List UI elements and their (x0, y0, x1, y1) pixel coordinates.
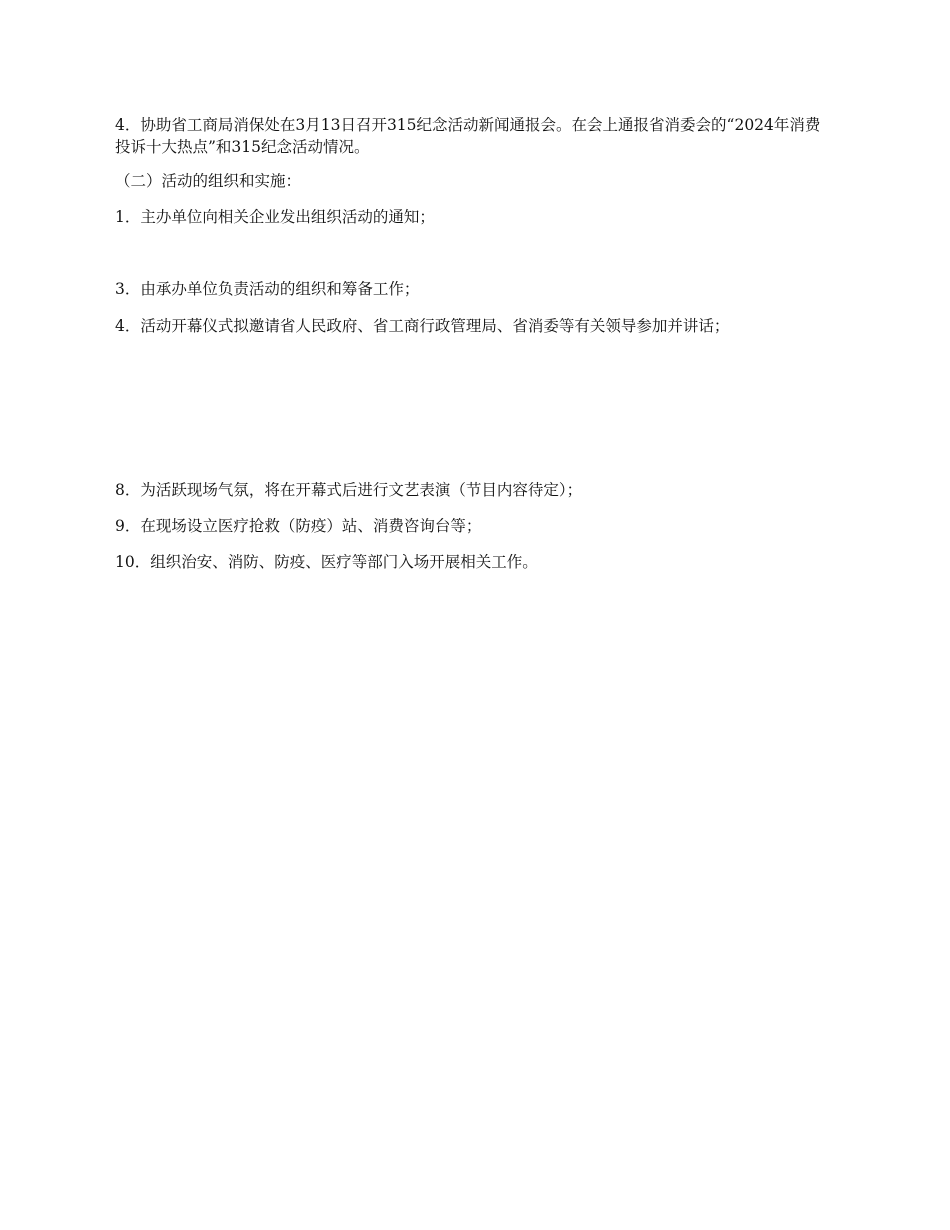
paragraph-item-10: 10．组织治安、消防、防疫、医疗等部门入场开展相关工作。 (115, 553, 538, 571)
paragraph-item-8: 8．为活跃现场气氛，将在开幕式后进行文艺表演（节目内容待定）； (115, 481, 583, 499)
paragraph-item-1: 1．主办单位向相关企业发出组织活动的通知； (115, 208, 435, 226)
paragraph-item-4: 4．活动开幕仪式拟邀请省人民政府、省工商行政管理局、省消委等有关领导参加并讲话； (115, 317, 730, 335)
paragraph-item-3: 3．由承办单位负责活动的组织和筹备工作； (115, 280, 420, 298)
paragraph-item-9: 9．在现场设立医疗抢救（防疫）站、消费咨询台等； (115, 517, 482, 535)
section-heading-organization: （二）活动的组织和实施： (115, 172, 302, 190)
paragraph-press-briefing: 4．协助省工商局消保处在3月13日召开315纪念活动新闻通报会。在会上通报省消委会的“2024年消费投诉十大热点”和315纪念活动情况。 (115, 116, 821, 156)
